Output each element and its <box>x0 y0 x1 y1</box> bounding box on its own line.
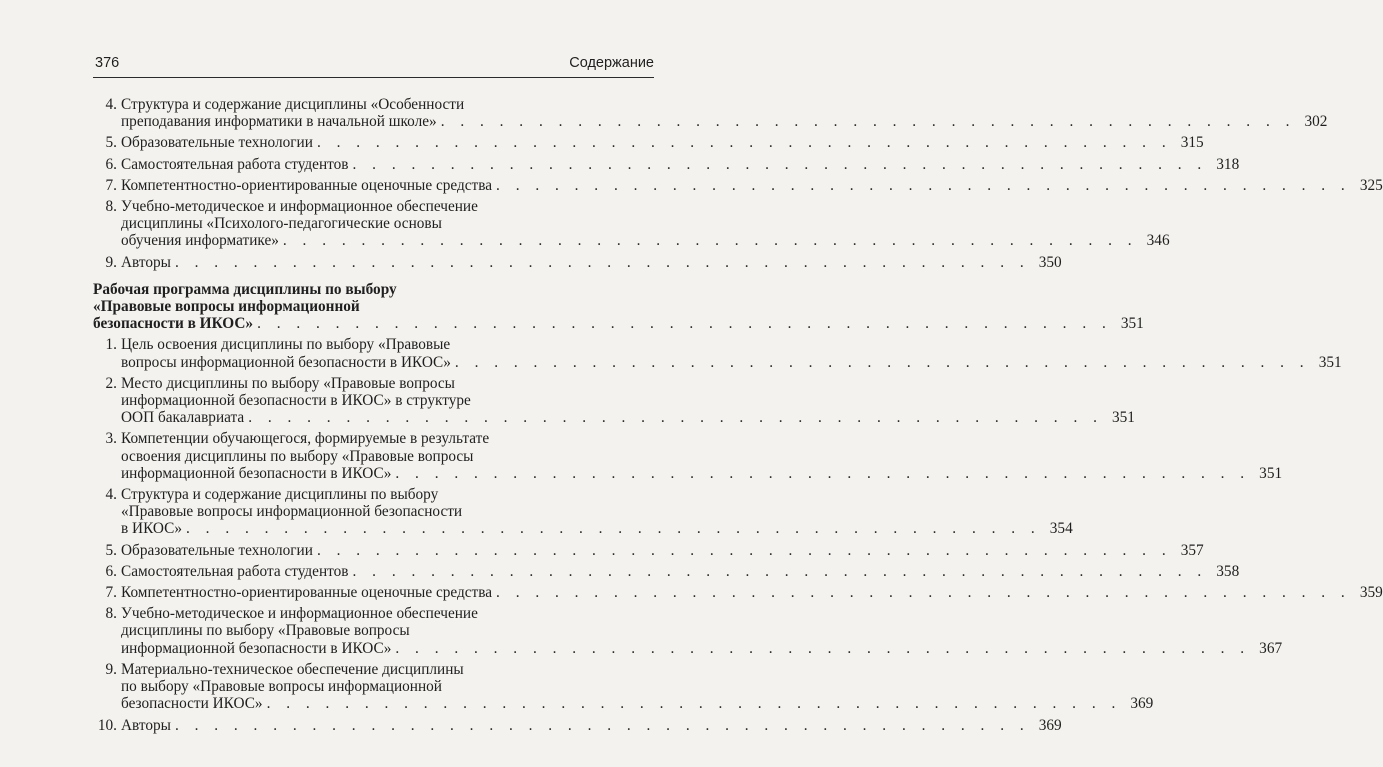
leader-dots: . . . . . . . . . . . . . . . . . . . . . . . . . . . . . . . . . . . . . . . . . . . . <box>352 155 1208 173</box>
toc-entry-title-line: Компетенции обучающегося, формируемые в результате <box>121 430 490 448</box>
leader-dots: . . . . . . . . . . . . . . . . . . . . . . . . . . . . . . . . . . . . . . . . . . . . <box>174 253 1030 271</box>
toc-entry <box>93 660 1154 713</box>
toc-entry-last-line <box>121 639 1283 657</box>
toc-entry-last-line <box>121 253 1062 271</box>
toc-entry <box>93 541 1204 559</box>
running-title: Содержание <box>569 55 654 71</box>
toc-entry-number: 2. <box>105 374 117 392</box>
toc-entry <box>93 430 1283 482</box>
toc-entry <box>93 374 1135 427</box>
toc-entry <box>93 134 1204 152</box>
page-number: 376 <box>95 55 120 71</box>
toc-page-number: 325 <box>1359 176 1383 194</box>
leader-dots: . . . . . . . . . . . . . . . . . . . . . . . . . . . . . . . . . . . . . . . . . . . . <box>316 541 1172 559</box>
toc-entry-title-line: Образовательные технологии <box>121 134 313 152</box>
toc-entry-title-line: Учебно-методическое и информационное обеспечение <box>121 198 478 216</box>
toc-page-number: 357 <box>1180 541 1204 559</box>
toc-page-number: 351 <box>1259 464 1283 482</box>
toc-page-number: 302 <box>1304 113 1328 131</box>
toc-entry-last-line <box>121 520 1073 538</box>
toc-entry-title-line: Учебно-методическое и информационное обеспечение <box>121 605 478 623</box>
toc-entry-title-line: Структура и содержание дисциплины «Особенности <box>121 96 465 113</box>
toc-entry-title-line: Место дисциплины по выбору «Правовые вопросы <box>121 374 455 392</box>
toc-entry-title-line: безопасности ИКОС» <box>121 695 263 713</box>
toc-entry-last-line <box>121 464 1283 482</box>
leader-dots: . . . . . . . . . . . . . . . . . . . . . . . . . . . . . . . . . . . . . . . . . . . . <box>496 176 1351 194</box>
toc-entry-title-line: обучения информатике» <box>121 232 279 250</box>
toc-entry-last-line <box>121 155 1240 173</box>
toc-entry-number: 3. <box>105 430 117 448</box>
toc-entry-number: 5. <box>105 134 117 152</box>
toc-entry <box>93 176 1383 194</box>
toc-page-number: 358 <box>1216 562 1240 580</box>
toc-entry-title-line: Авторы <box>121 253 171 271</box>
toc-entry-number: 7. <box>105 176 117 194</box>
toc-entry-title-line: безопасности в ИКОС» <box>93 315 254 333</box>
toc-entry-title-line: информационной безопасности в ИКОС» <box>121 639 392 657</box>
leader-dots: . . . . . . . . . . . . . . . . . . . . . . . . . . . . . . . . . . . . . . . . . . . . <box>174 716 1030 734</box>
toc-entry <box>93 716 1062 734</box>
page-header <box>93 55 654 78</box>
toc-entry <box>93 605 1283 657</box>
toc-page-number: 351 <box>1120 315 1144 333</box>
toc-entry-title-line: «Правовые вопросы информационной безопасности <box>121 503 463 521</box>
toc-entry <box>93 96 1328 131</box>
leader-dots: . . . . . . . . . . . . . . . . . . . . . . . . . . . . . . . . . . . . . . . . . . . . <box>395 464 1251 482</box>
toc-entry-title-line: дисциплины по выбору «Правовые вопросы <box>121 622 410 640</box>
leader-dots: . . . . . . . . . . . . . . . . . . . . . . . . . . . . . . . . . . . . . . . . . . . . <box>257 315 1112 333</box>
toc-entry <box>93 562 1240 580</box>
toc-entry-title-line: Компетентностно-ориентированные оценочные средства <box>121 584 493 602</box>
toc-entry-last-line <box>121 134 1204 152</box>
toc-entry-title-line: вопросы информационной безопасности в ИКОС» <box>121 353 451 371</box>
toc-page-number: 350 <box>1038 253 1062 271</box>
toc-entry-title-line: Образовательные технологии <box>121 541 313 559</box>
toc-page-number: 369 <box>1130 695 1154 713</box>
table-of-contents <box>93 96 1383 738</box>
toc-page-number: 351 <box>1111 409 1135 427</box>
toc-entry-number: 9. <box>105 660 117 678</box>
toc-entry <box>93 486 1073 538</box>
toc-entry <box>93 584 1383 602</box>
toc-entry-title-line: преподавания информатики в начальной школе» <box>121 113 437 131</box>
toc-page-number: 359 <box>1359 584 1383 602</box>
leader-dots: . . . . . . . . . . . . . . . . . . . . . . . . . . . . . . . . . . . . . . . . . . . . <box>248 409 1103 427</box>
toc-entry-last-line <box>121 541 1204 559</box>
leader-dots: . . . . . . . . . . . . . . . . . . . . . . . . . . . . . . . . . . . . . . . . . . . . <box>454 353 1310 371</box>
toc-page-number: 369 <box>1038 716 1062 734</box>
leader-dots: . . . . . . . . . . . . . . . . . . . . . . . . . . . . . . . . . . . . . . . . . . . . <box>395 639 1251 657</box>
toc-page-number: 318 <box>1216 155 1240 173</box>
toc-entry <box>93 198 1170 250</box>
toc-entry-number: 7. <box>105 584 117 602</box>
toc-entry-title-line: «Правовые вопросы информационной <box>93 298 360 316</box>
toc-entry-last-line <box>121 562 1240 580</box>
leader-dots: . . . . . . . . . . . . . . . . . . . . . . . . . . . . . . . . . . . . . . . . . . . . <box>316 134 1172 152</box>
toc-entry-number: 6. <box>105 562 117 580</box>
toc-entry-title-line: Материально-техническое обеспечение дисциплины <box>121 660 464 678</box>
leader-dots: . . . . . . . . . . . . . . . . . . . . . . . . . . . . . . . . . . . . . . . . . . . . <box>266 695 1122 713</box>
leader-dots: . . . . . . . . . . . . . . . . . . . . . . . . . . . . . . . . . . . . . . . . . . . . <box>282 232 1138 250</box>
toc-page-number: 351 <box>1318 353 1342 371</box>
toc-entry-last-line <box>121 716 1062 734</box>
toc-entry-number: 6. <box>105 155 117 173</box>
toc-entry-last-line <box>93 315 1144 333</box>
toc-entry-last-line <box>121 176 1383 194</box>
toc-page-number: 346 <box>1146 232 1170 250</box>
toc-entry <box>93 336 1342 371</box>
toc-entry-title-line: Цель освоения дисциплины по выбору «Правовые <box>121 336 451 354</box>
toc-entry-number: 9. <box>105 253 117 271</box>
toc-entry-number: 8. <box>105 198 117 216</box>
toc-entry-title-line: информационной безопасности в ИКОС» <box>121 464 392 482</box>
toc-entry-number: 1. <box>105 336 117 354</box>
toc-entry <box>93 155 1240 173</box>
toc-entry-title-line: по выбору «Правовые вопросы информационной <box>121 678 442 696</box>
toc-entry-title-line: в ИКОС» <box>121 520 183 538</box>
toc-entry-last-line <box>121 232 1170 250</box>
toc-entry-title-line: информационной безопасности в ИКОС» в структуре <box>121 392 471 410</box>
toc-entry-last-line <box>121 409 1135 427</box>
toc-entry-last-line <box>121 353 1342 371</box>
toc-section-heading <box>93 280 1144 333</box>
toc-entry-last-line <box>121 584 1383 602</box>
toc-entry-last-line <box>121 695 1154 713</box>
toc-entry-title-line: ООП бакалавриата <box>121 409 245 427</box>
toc-entry-title-line: Структура и содержание дисциплины по выбору <box>121 486 439 504</box>
toc-page-number: 367 <box>1259 639 1283 657</box>
leader-dots: . . . . . . . . . . . . . . . . . . . . . . . . . . . . . . . . . . . . . . . . . . . . <box>440 113 1296 131</box>
toc-entry-number: 10. <box>97 716 117 734</box>
toc-entry-number: 8. <box>105 605 117 623</box>
toc-entry-title-line: Рабочая программа дисциплины по выбору <box>93 280 397 298</box>
leader-dots: . . . . . . . . . . . . . . . . . . . . . . . . . . . . . . . . . . . . . . . . . . . . <box>496 584 1351 602</box>
toc-entry-title-line: Авторы <box>121 716 171 734</box>
toc-entry-title-line: дисциплины «Психолого-педагогические основы <box>121 215 442 233</box>
toc-entry-title-line: Компетентностно-ориентированные оценочные средства <box>121 176 493 194</box>
toc-entry-number: 4. <box>105 96 117 113</box>
toc-entry-number: 4. <box>105 486 117 504</box>
toc-entry-title-line: Самостоятельная работа студентов <box>121 562 349 580</box>
toc-page-number: 315 <box>1180 134 1204 152</box>
leader-dots: . . . . . . . . . . . . . . . . . . . . . . . . . . . . . . . . . . . . . . . . . . . . <box>186 520 1041 538</box>
toc-entry <box>93 253 1062 271</box>
leader-dots: . . . . . . . . . . . . . . . . . . . . . . . . . . . . . . . . . . . . . . . . . . . . <box>352 562 1208 580</box>
toc-entry-last-line <box>121 113 1328 131</box>
toc-entry-number: 5. <box>105 541 117 559</box>
toc-entry-title-line: освоения дисциплины по выбору «Правовые вопросы <box>121 447 474 465</box>
toc-entry-title-line: Самостоятельная работа студентов <box>121 155 349 173</box>
toc-page-number: 354 <box>1049 520 1073 538</box>
